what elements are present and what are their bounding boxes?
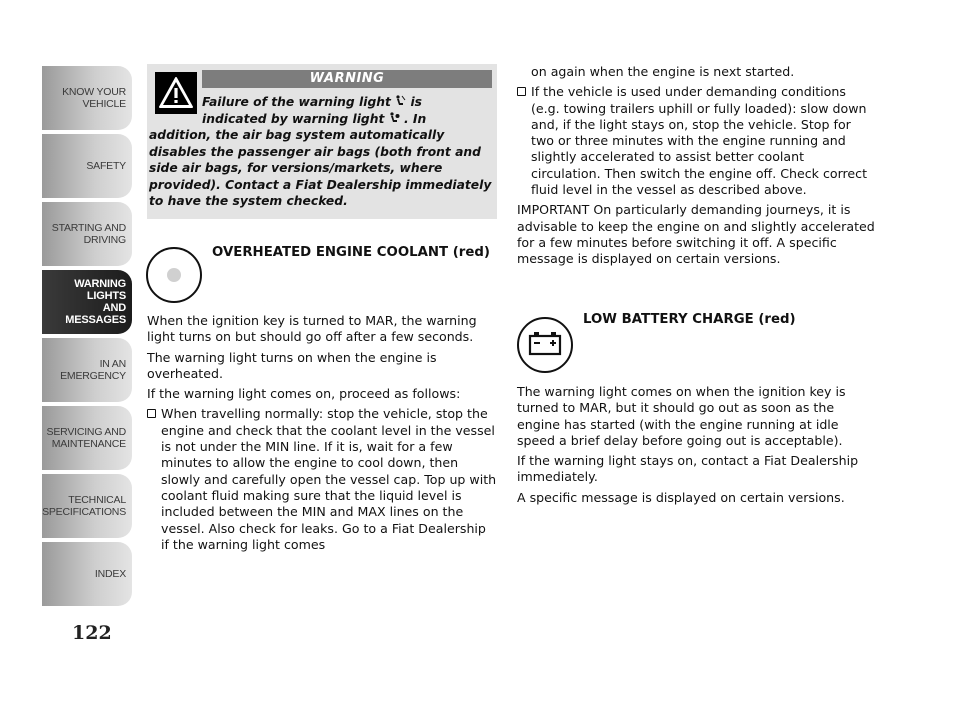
warning-box (147, 64, 497, 219)
coolant-left-column (147, 313, 497, 553)
tab-label: IN AN EMERGENCY (60, 358, 126, 382)
tab-label: WARNING LIGHTS AND MESSAGES (65, 278, 126, 326)
passenger-airbag-off-icon (395, 95, 406, 107)
battery-section-title: LOW BATTERY CHARGE (red) (583, 312, 796, 327)
tab-index[interactable] (42, 542, 132, 606)
right-column (517, 64, 877, 272)
tab-technical-specifications[interactable] (42, 474, 132, 538)
coolant-paragraph-2: The warning light turns on when the engine is overheated. (147, 349, 437, 381)
checkbox-bullet-icon (517, 87, 526, 96)
warning-line2b: . In (403, 111, 427, 126)
checkbox-bullet-icon (147, 409, 156, 418)
coolant-bullet-1-continued: on again when the engine is next started. (531, 64, 795, 79)
chapter-sidebar (42, 66, 132, 610)
coolant-bullet-1-text: When travelling normally: stop the vehicle, stop the engine and check that the coolant level in the vessel is not under the MIN line. If it is, wait for a few minutes to allow the engine to cool down, then slowly and carefully open the vessel cap. Top up with coolant fluid making sure that the liquid level is included between the MIN and MAX lines on the vessel. Also check for leaks. Go to a Fiat Dealership if the warning light comes (161, 406, 497, 552)
tab-label: TECHNICAL SPECIFICATIONS (42, 494, 126, 518)
battery-icon (517, 317, 573, 373)
tab-know-your-vehicle[interactable] (42, 66, 132, 130)
warning-header: WARNING (202, 70, 492, 88)
coolant-temperature-icon (146, 247, 202, 303)
tab-label: STARTING AND DRIVING (51, 222, 126, 246)
tab-safety[interactable] (42, 134, 132, 198)
tab-starting-and-driving[interactable] (42, 202, 132, 266)
coolant-section-title: OVERHEATED ENGINE COOLANT (red) (212, 245, 490, 260)
tab-label: INDEX (94, 568, 126, 580)
warning-line1b: is (410, 95, 422, 109)
tab-label: KNOW YOUR VEHICLE (62, 86, 126, 110)
coolant-bullet-2-text: If the vehicle is used under demanding conditions (e.g. towing trailers uphill or fully loaded): slow down and, if the light stays on, stop the vehicle. Stop for two or three minutes with the engine running and slightly accelerated to assist better coolant circulation. Then switch the engine off. Check correct fluid level in the vessel as described above. (531, 84, 868, 198)
airbag-warning-icon (389, 112, 400, 124)
coolant-bullet-1 (147, 406, 497, 553)
coolant-bullet-2 (517, 84, 877, 198)
battery-text-block (517, 384, 877, 510)
coolant-paragraph-1: When the ignition key is turned to MAR, the warning light turns on but should go off after a few seconds. (147, 313, 477, 345)
warning-line2a: indicated by warning light (202, 111, 385, 126)
warning-text (149, 94, 493, 210)
tab-label: SERVICING AND MAINTENANCE (46, 426, 126, 450)
tab-warning-lights-and-messages[interactable] (42, 270, 132, 334)
coolant-paragraph-3: If the warning light comes on, proceed as follows: (147, 386, 461, 402)
tab-label: SAFETY (86, 160, 126, 172)
tab-in-an-emergency[interactable] (42, 338, 132, 402)
page-number: 122 (72, 622, 112, 644)
battery-paragraph-2: If the warning light stays on, contact a Fiat Dealership immediately. (517, 453, 859, 485)
warning-rest: addition, the air bag system automatically disables the passenger air bags (both front and side air bags, for versions/markets, where provided). Contact a Fiat Dealership immediately to have the system checked. (149, 128, 492, 208)
battery-paragraph-1: The warning light comes on when the ignition key is turned to MAR, but it should go out as soon as the engine has started (with the engine running at idle speed a brief delay before going out is acceptable). (517, 384, 846, 448)
battery-paragraph-3: A specific message is displayed on certain versions. (517, 489, 845, 505)
warning-line1a: Failure of the warning light (202, 95, 391, 109)
tab-servicing-and-maintenance[interactable] (42, 406, 132, 470)
coolant-important-note: IMPORTANT On particularly demanding journeys, it is advisable to keep the engine on and slightly accelerated for a few minutes before switching it off. A specific message is displayed on certain versions. (517, 202, 875, 267)
